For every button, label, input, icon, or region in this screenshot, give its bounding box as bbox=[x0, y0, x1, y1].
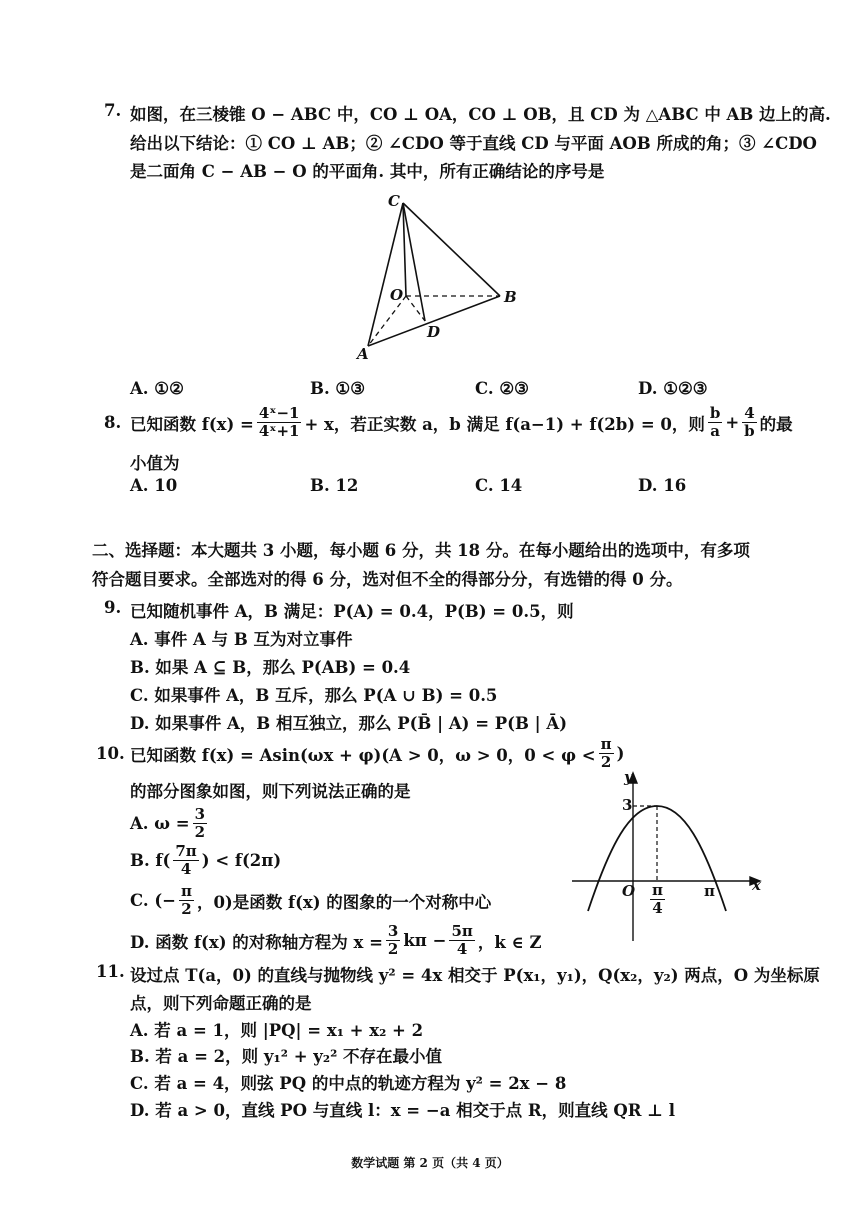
figure-label-b: B bbox=[504, 288, 517, 306]
text: D. 函数 f(x) 的对称轴方程为 x = bbox=[130, 932, 383, 952]
option-a bbox=[130, 806, 210, 841]
fraction bbox=[449, 923, 474, 958]
origin-label: O bbox=[622, 882, 636, 900]
fraction bbox=[386, 923, 400, 958]
text: 已知函数 f(x) = bbox=[130, 414, 254, 434]
text: 的最 bbox=[759, 414, 793, 434]
fraction bbox=[708, 405, 723, 440]
fraction bbox=[257, 405, 302, 440]
numerator: 5π bbox=[451, 922, 473, 940]
sine-graph bbox=[560, 765, 770, 945]
question-number: 11. bbox=[96, 962, 125, 981]
denominator: b bbox=[744, 422, 755, 440]
question-number: 8. bbox=[104, 413, 122, 432]
peak-label: 3 bbox=[622, 796, 633, 814]
numerator: 3 bbox=[387, 922, 399, 940]
fraction bbox=[193, 806, 207, 841]
option-a: A. 10 bbox=[130, 476, 178, 495]
option-c: C. 若 a = 4，则弦 PQ 的中点的轨迹方程为 y² = 2x − 8 bbox=[130, 1074, 567, 1093]
option-a: A. 事件 A 与 B 互为对立事件 bbox=[130, 630, 353, 649]
question-text: 如图，在三棱锥 O − ABC 中，CO ⊥ OA，CO ⊥ OB，且 CD 为 △ABC 中 AB 边上的高. bbox=[130, 105, 831, 124]
x-axis-label: x bbox=[752, 876, 761, 894]
option-d: D. 若 a > 0，直线 PO 与直线 l：x = −a 相交于点 R，则直线 QR ⊥ l bbox=[130, 1101, 676, 1120]
denominator: a bbox=[710, 422, 720, 440]
denominator: 4ˣ+1 bbox=[258, 422, 300, 440]
text: kπ − bbox=[403, 931, 447, 950]
option-d: D. 如果事件 A，B 相互独立，那么 P(B̄ | A) = P(B | Ā) bbox=[130, 714, 568, 733]
denominator: 4 bbox=[456, 940, 468, 958]
denominator: 2 bbox=[194, 823, 206, 841]
text: A. ω = bbox=[130, 814, 190, 833]
question-number: 9. bbox=[104, 598, 122, 617]
option-d: D. 16 bbox=[638, 476, 687, 495]
section-text: 符合题目要求。全部选对的得 6 分，选对但不全的得部分分，有选错的得 0 分。 bbox=[92, 570, 683, 589]
pi-over-4-label bbox=[650, 882, 665, 917]
numerator: 4ˣ−1 bbox=[258, 404, 300, 422]
option-c: C. 14 bbox=[475, 476, 523, 495]
figure-label-a: A bbox=[357, 345, 369, 363]
numerator: b bbox=[709, 404, 721, 422]
option-c bbox=[130, 883, 491, 918]
figure-label-d: D bbox=[427, 323, 441, 341]
question-text bbox=[130, 736, 624, 771]
question-text: 设过点 T(a，0) 的直线与抛物线 y² = 4x 相交于 P(x₁，y₁)，Q(x₂，y₂) 两点，O 为坐标原 bbox=[130, 966, 820, 985]
denominator: 4 bbox=[652, 899, 663, 917]
question-text: 小值为 bbox=[130, 454, 180, 473]
y-axis-label: y bbox=[624, 768, 633, 786]
numerator: 4 bbox=[744, 404, 755, 422]
question-text: 已知随机事件 A，B 满足：P(A) = 0.4，P(B) = 0.5，则 bbox=[130, 602, 574, 621]
text: B. f( bbox=[130, 851, 171, 870]
text: + bbox=[725, 413, 740, 432]
numerator: π bbox=[180, 882, 192, 900]
fraction bbox=[173, 843, 198, 878]
option-d: D. ①②③ bbox=[638, 379, 708, 398]
page-footer: 数学试题 第 2 页（共 4 页） bbox=[351, 1156, 509, 1170]
denominator: 2 bbox=[600, 753, 612, 771]
section-text: 二、选择题：本大题共 3 小题，每小题 6 分，共 18 分。在每小题给出的选项中，有多项 bbox=[92, 541, 750, 560]
text: ，0)是函数 f(x) 的图象的一个对称中心 bbox=[196, 892, 492, 912]
numerator: 7π bbox=[175, 842, 197, 860]
question-text: 是二面角 C − AB − O 的平面角. 其中，所有正确结论的序号是 bbox=[130, 162, 605, 181]
question-text: 给出以下结论：① CO ⊥ AB；② ∠CDO 等于直线 CD 与平面 AOB 所成的角；③ ∠CDO bbox=[130, 134, 817, 153]
option-c: C. 如果事件 A，B 互斥，那么 P(A ∪ B) = 0.5 bbox=[130, 686, 498, 705]
numerator: 3 bbox=[194, 805, 206, 823]
question-number: 10. bbox=[96, 744, 125, 763]
question-text: 的部分图象如图，则下列说法正确的是 bbox=[130, 782, 411, 801]
option-b bbox=[130, 843, 281, 878]
question-number: 7. bbox=[104, 101, 122, 120]
text: ) bbox=[616, 744, 625, 763]
text: ) < f(2π) bbox=[201, 851, 282, 870]
option-a: A. 若 a = 1，则 |PQ| = x₁ + x₂ + 2 bbox=[130, 1021, 424, 1040]
option-b: B. 若 a = 2，则 y₁² + y₂² 不存在最小值 bbox=[130, 1047, 443, 1066]
denominator: 2 bbox=[387, 940, 399, 958]
option-c: C. ②③ bbox=[475, 379, 529, 398]
pi-label: π bbox=[704, 882, 715, 900]
text: ，k ∈ Z bbox=[477, 932, 542, 952]
option-b: B. ①③ bbox=[310, 379, 366, 398]
option-b: B. 如果 A ⊆ B，那么 P(AB) = 0.4 bbox=[130, 658, 411, 677]
fraction bbox=[742, 405, 756, 440]
denominator: 2 bbox=[181, 900, 192, 918]
option-b: B. 12 bbox=[310, 476, 359, 495]
figure-label-c: C bbox=[388, 192, 400, 210]
text: C. (− bbox=[130, 891, 176, 910]
option-d bbox=[130, 923, 542, 958]
denominator: 4 bbox=[180, 860, 192, 878]
figure-label-o: O bbox=[390, 286, 404, 304]
question-text bbox=[130, 405, 793, 440]
fraction bbox=[179, 883, 194, 918]
question-text: 点，则下列命题正确的是 bbox=[130, 994, 312, 1013]
option-a: A. ①② bbox=[130, 379, 184, 398]
numerator: π bbox=[652, 881, 663, 899]
numerator: π bbox=[600, 735, 612, 753]
text: + x，若正实数 a，b 满足 f(a−1) + f(2b) = 0，则 bbox=[304, 414, 705, 434]
text: 已知函数 f(x) = Asin(ωx + φ)(A > 0，ω > 0，0 < φ < bbox=[130, 745, 596, 765]
